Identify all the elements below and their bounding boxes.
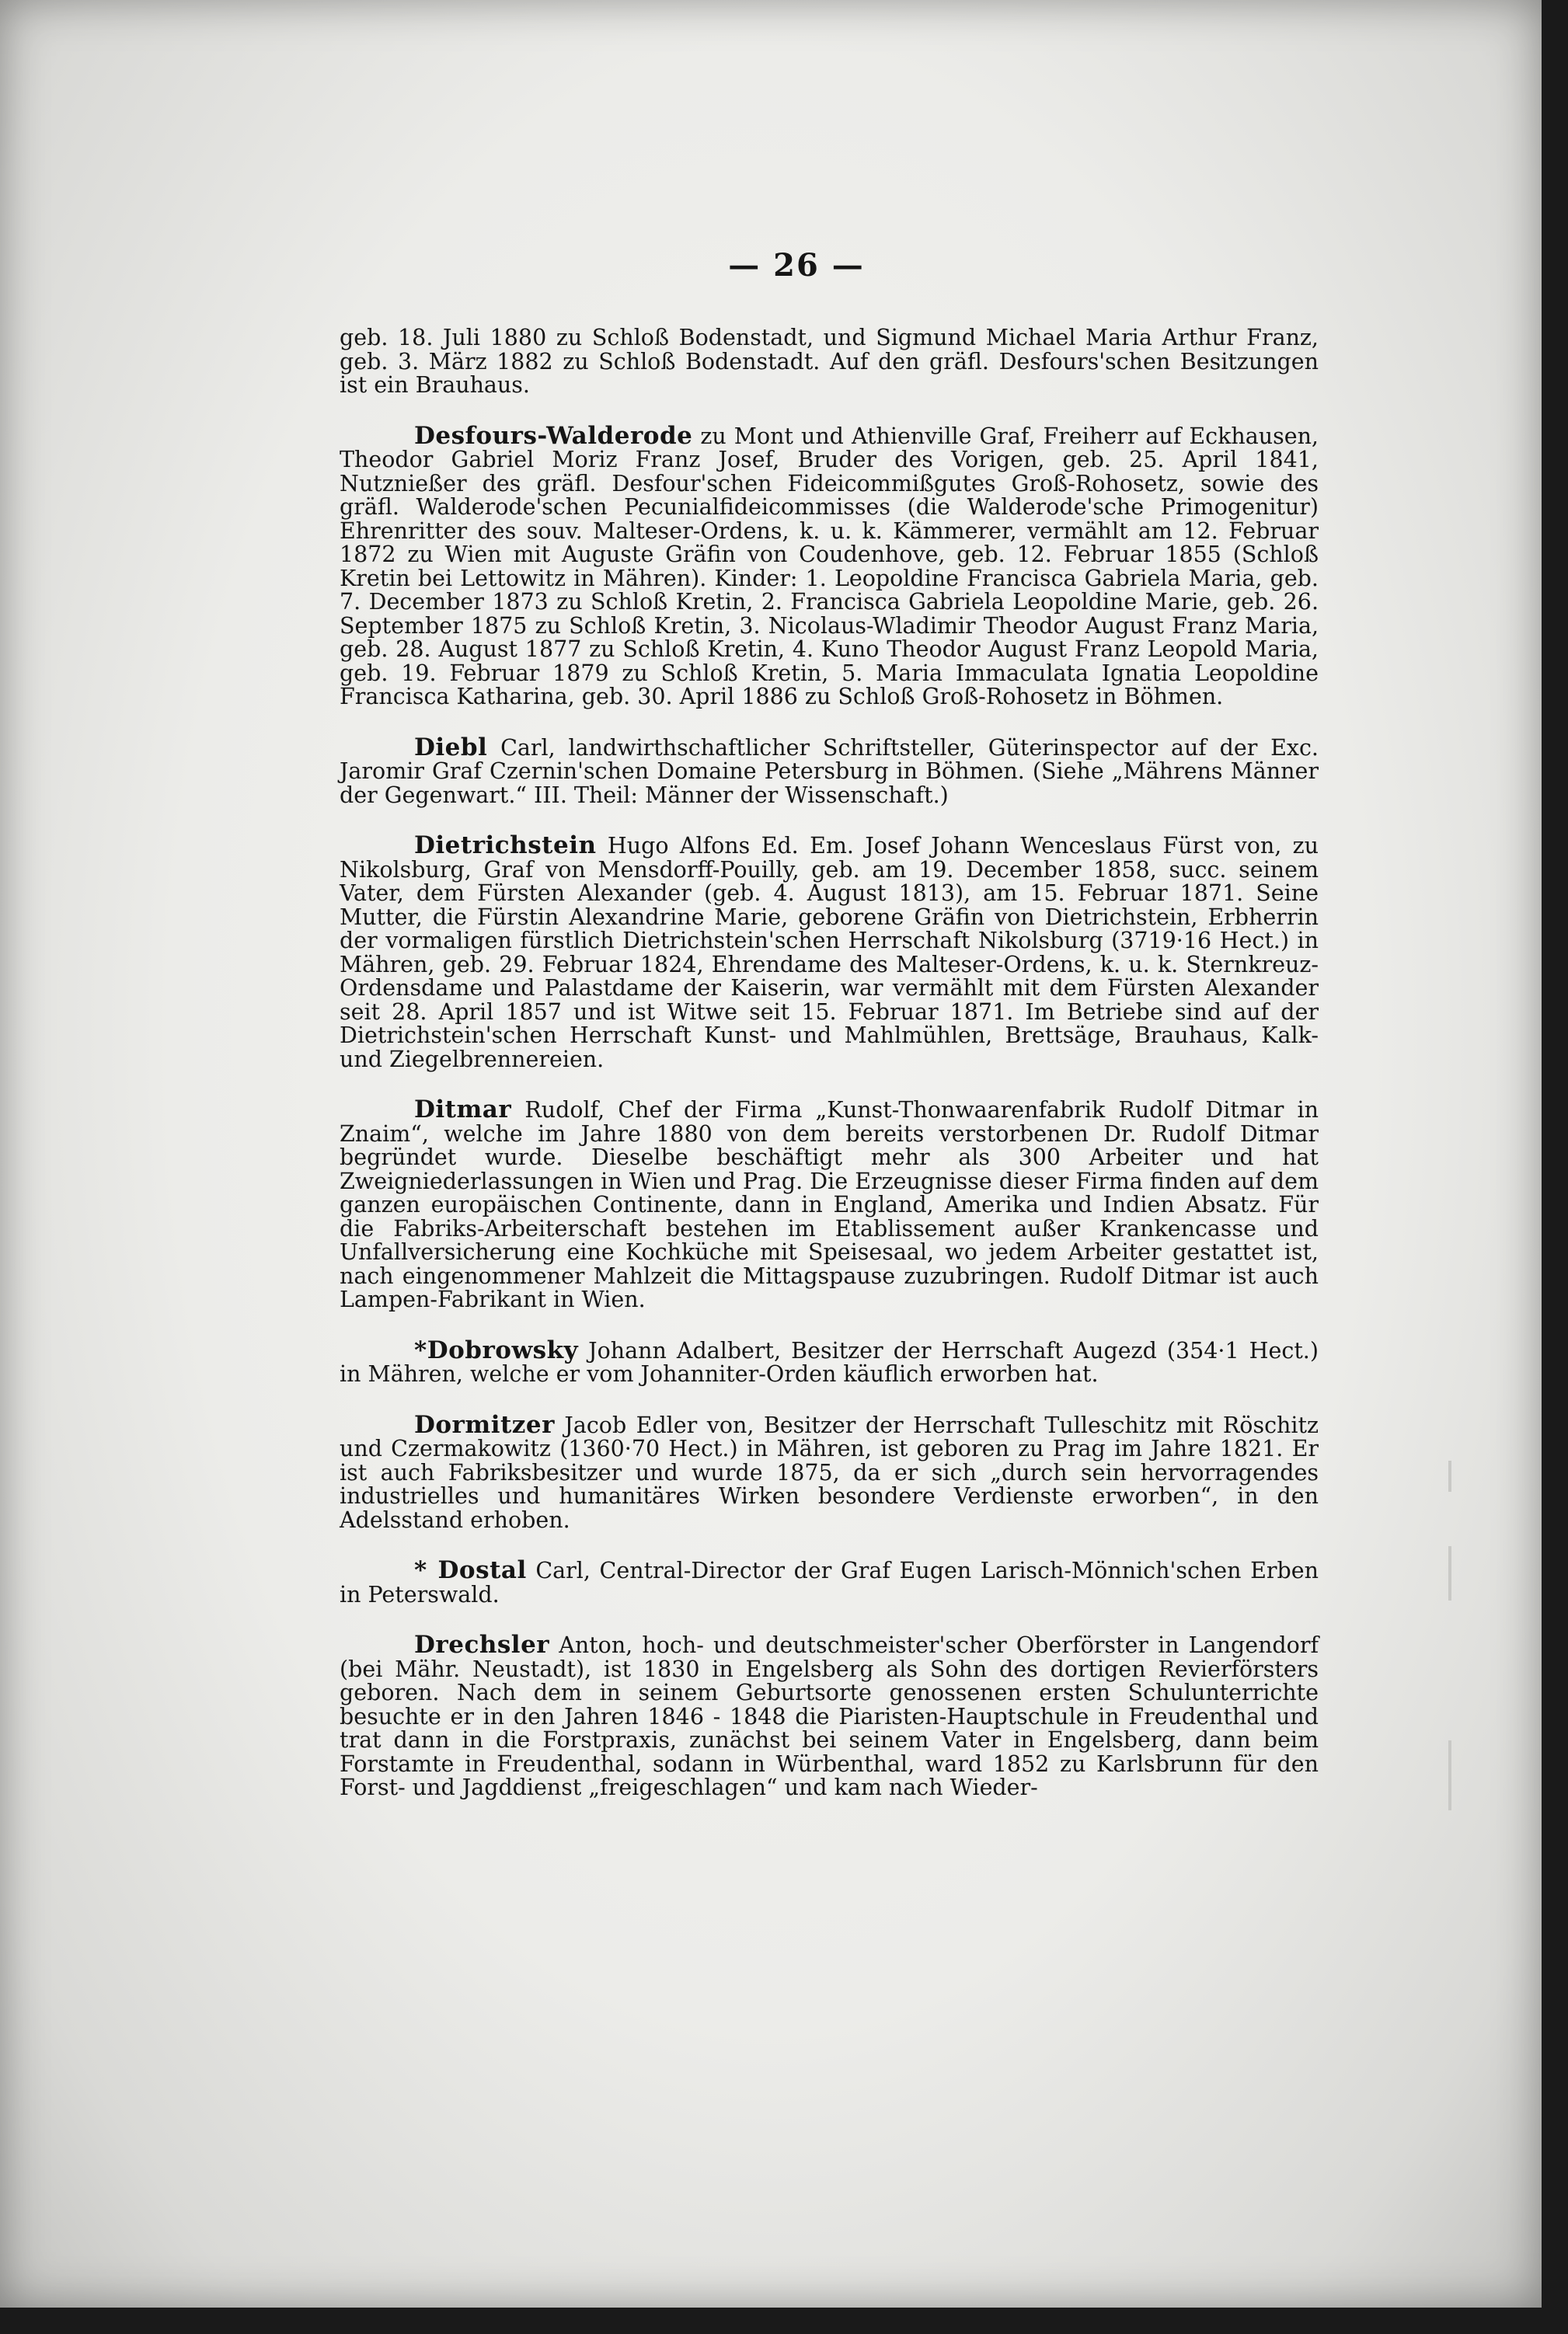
margin-mark — [1448, 1461, 1451, 1492]
entry-name: Dietrichstein — [414, 831, 597, 859]
entry-text: Carl, Central-Director der Graf Eugen Larisch-Mönnich'schen Erben in Peterswald. — [340, 1558, 1319, 1608]
entry-text: Johann Adalbert, Besitzer der Herrschaft Augezd (354·1 Hect.) in Mähren, welche er vom Johanniter-Orden käuflich erworben hat. — [340, 1337, 1319, 1387]
entry-name: *Dobrowsky — [414, 1336, 579, 1364]
entry-name: * Dostal — [414, 1556, 527, 1584]
text-column — [340, 326, 1319, 1800]
entry-text: Jacob Edler von, Besitzer der Herrschaft Tulleschitz mit Röschitz und Czermakowitz (1360·70 Hect.) in Mähren, ist geboren zu Prag im Jahre 1821. Er ist auch Fabriksbesitzer und wurde 1875, da er sich „durch sein hervorragendes industrielles und humanitäres Wirken besondere Verdienste erworben“, in den Adelsstand erhoben. — [340, 1412, 1319, 1533]
entry-drechsler — [340, 1633, 1319, 1800]
entry-name: Diebl — [414, 733, 488, 761]
entry-text: zu Mont und Athienville Graf, Freiherr auf Eckhausen, Theodor Gabriel Moriz Franz Josef, Bruder des Vorigen, geb. 25. April 1841, Nutznießer des gräfl. Desfour'schen Fideicommißgutes Groß-Rohosetz, sowie des gräfl. Walderode'schen Pecunialfideicommisses (die Walderode'sche Primogenitur) Ehrenritter des souv. Malteser-Ordens, k. u. k. Kämmerer, vermählt am 12. Februar 1872 zu Wien mit Auguste Gräfin von Coudenhove, geb. 12. Februar 1855 (Schloß Kretin bei Lettowitz in Mähren). Kinder: 1. Leopoldine Francisca Gabriela Maria, geb. 7. December 1873 zu Schloß Kretin, 2. Francisca Gabriela Leopoldine Marie, geb. 26. September 1875 zu Schloß Kretin, 3. Nicolaus-Wladimir Theodor August Franz Maria, geb. 28. August 1877 zu Schloß Kretin, 4. Kuno Theodor August Franz Leopold Maria, geb. 19. Februar 1879 zu Schloß Kretin, 5. Maria Immaculata Ignatia Leopoldine Francisca Katharina, geb. 30. April 1886 zu Schloß Groß-Rohosetz in Böhmen. — [340, 423, 1319, 709]
margin-mark — [1448, 1546, 1451, 1601]
entry-ditmar — [340, 1098, 1319, 1312]
entry-dobrowsky — [340, 1336, 1319, 1387]
entry-name: Desfours-Walderode — [414, 421, 693, 450]
margin-mark — [1448, 1740, 1451, 1810]
entry-text: Carl, landwirthschaftlicher Schriftsteller, Güterinspector auf der Exc. Jaromir Graf Czernin'schen Domaine Petersburg in Böhmen. (Siehe „Mährens Männer der Gegenwart.“ III. Theil: Männer der Wissenschaft.) — [340, 734, 1319, 808]
entry-name: Dormitzer — [414, 1410, 555, 1439]
entry-dietrichstein — [340, 831, 1319, 1072]
entry-desfours-walderode — [340, 421, 1319, 709]
entry-diebl — [340, 733, 1319, 808]
entry-text: Hugo Alfons Ed. Em. Josef Johann Wenceslaus Fürst von, zu Nikolsburg, Graf von Mensdorff-Pouilly, geb. am 19. December 1858, succ. seinem Vater, dem Fürsten Alexander (geb. 4. August 1813), am 15. Februar 1871. Seine Mutter, die Fürstin Alexandrine Marie, geborene Gräfin von Dietrichstein, Erbherrin der vormaligen fürstlich Dietrichstein'schen Herrschaft Nikolsburg (3719·16 Hect.) in Mähren, geb. 29. Februar 1824, Ehrendame des Malteser-Ordens, k. u. k. Sternkreuz-Ordensdame und Palastdame der Kaiserin, war vermählt mit dem Fürsten Alexander seit 28. April 1857 und ist Witwe seit 15. Februar 1871. Im Betriebe sind auf der Dietrichstein'schen Herrschaft Kunst- und Mahlmühlen, Brettsäge, Brauhaus, Kalk- und Ziegelbrennereien. — [340, 833, 1319, 1072]
entry-name: Ditmar — [414, 1096, 512, 1123]
scan-border-right — [1542, 0, 1568, 2334]
entry-dostal — [340, 1556, 1319, 1608]
entry-name: Drechsler — [414, 1631, 550, 1659]
paragraph-continuation — [340, 326, 1319, 398]
paragraph-text: geb. 18. Juli 1880 zu Schloß Bodenstadt, und Sigmund Michael Maria Arthur Franz, geb. 3. März 1882 zu Schloß Bodenstadt. Auf den gräfl. Desfours'schen Besitzungen ist ein Brauhaus. — [340, 325, 1319, 398]
entry-dormitzer — [340, 1410, 1319, 1533]
entry-text: Anton, hoch- und deutschmeister'scher Oberförster in Langendorf (bei Mähr. Neustadt), ist 1830 in Engelsberg als Sohn des dortigen Revierförsters geboren. Nach dem in seinem Geburtsorte genossenen ersten Schulunterrichte besuchte er in den Jahren 1846 - 1848 die Piaristen-Hauptschule in Freudenthal und trat dann in die Forstpraxis, zunächst bei seinem Vater in Engelsberg, dann beim Forstamte in Freudenthal, sodann in Würbenthal, ward 1852 zu Karlsbrunn für den Forst- und Jagddienst „freigeschlagen“ und kam nach Wieder- — [340, 1632, 1319, 1800]
entry-text: Rudolf, Chef der Firma „Kunst-Thonwaarenfabrik Rudolf Ditmar in Znaim“, welche im Jahre 1880 von dem bereits verstorbenen Dr. Rudolf Ditmar begründet wurde. Dieselbe beschäftigt mehr als 300 Arbeiter und hat Zweigniederlassungen in Wien und Prag. Die Erzeugnisse dieser Firma finden auf dem ganzen europäischen Continente, dann in England, Amerika und Indien Absatz. Für die Fabriks-Arbeiterschaft bestehen im Etablissement außer Krankencasse und Unfallversicherung eine Kochküche mit Speisesaal, wo jedem Arbeiter gestattet ist, nach eingenommener Mahlzeit die Mittagspause zuzubringen. Rudolf Ditmar ist auch Lampen-Fabrikant in Wien. — [340, 1097, 1319, 1312]
page-number: — 26 — — [728, 247, 865, 284]
scan-border-bottom — [0, 2308, 1568, 2334]
